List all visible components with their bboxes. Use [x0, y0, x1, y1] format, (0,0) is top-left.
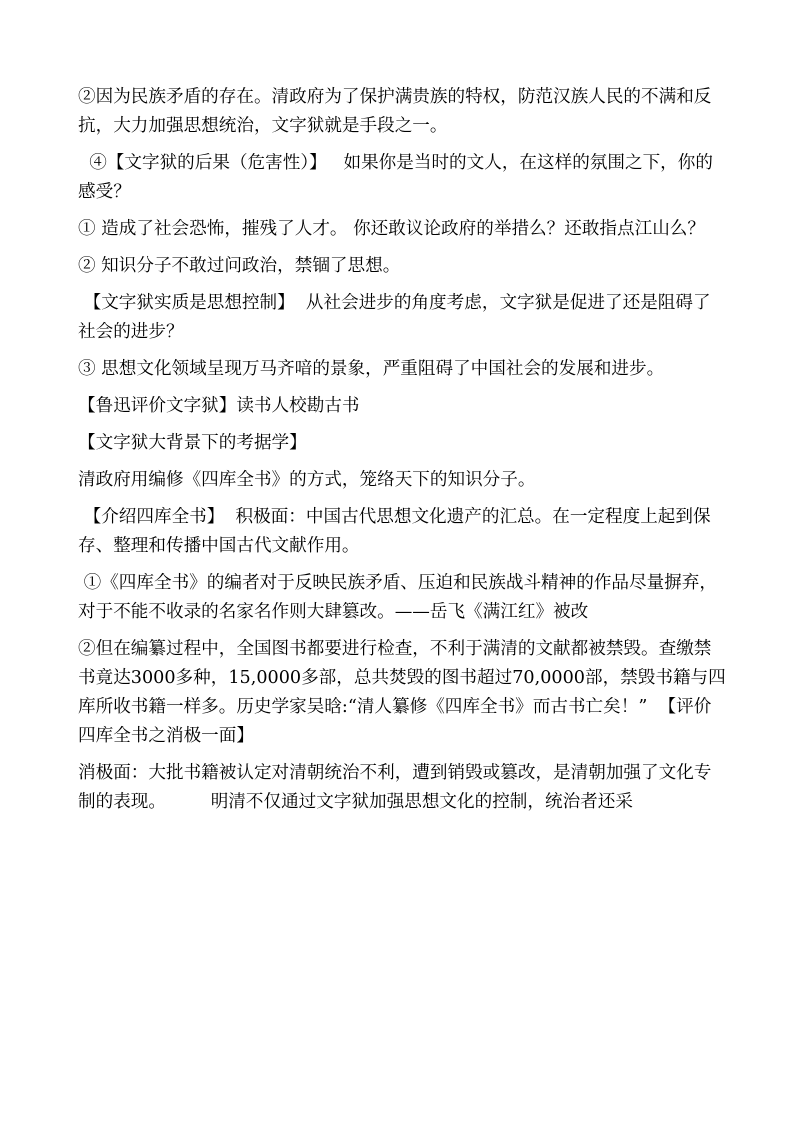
paragraph-2: ④【文字狱的后果（危害性）】 如果你是当时的文人，在这样的氛围之下，你的感受？ [78, 153, 713, 202]
paragraph-4: ② 知识分子不敢过问政治，禁锢了思想。 [78, 256, 401, 276]
paragraph-1: ②因为民族矛盾的存在。清政府为了保护满贵族的特权，防范汉族人民的不满和反抗，大力加强思想统治，文字狱就是手段之一。 [78, 87, 712, 136]
paragraph-5: 【文字狱实质是思想控制】 从社会进步的角度考虑，文字狱是促进了还是阻碍了社会的进步？ [78, 293, 711, 342]
paragraph-9: 清政府用编修《四库全书》的方式，笼络天下的知识分子。 [78, 470, 536, 490]
paragraph-11: ①《四库全书》的编者对于反映民族矛盾、压迫和民族战斗精神的作品尽量摒弃，对于不能不收录的名家名作则大肆篡改。——岳飞《满江红》被改 [78, 573, 717, 622]
paragraph-6: ③ 思想文化领域呈现万马齐喑的景象，严重阻碍了中国社会的发展和进步。 [78, 359, 665, 379]
paragraph-3: ① 造成了社会恐怖，摧残了人才。 你还敢议论政府的举措么？还敢指点江山么？ [78, 219, 705, 239]
paragraph-12: ②但在编纂过程中，全国图书都要进行检查，不利于满清的文献都被禁毁。查缴禁书竟达3000多种，15,0000多部，总共焚毁的图书超过70,0000部，禁毁书籍与四库所收书籍一样多。历史学家吴晗:“清人纂修《四库全书》而古书亡矣！” 【评价四库全书之消极一面】 [78, 639, 726, 746]
paragraph-7: 【鲁迅评价文字狱】读书人校勘古书 [78, 396, 360, 416]
document-body [78, 83, 728, 825]
paragraph-8: 【文字狱大背景下的考据学】 [78, 433, 307, 453]
paragraph-13: 消极面：大批书籍被认定对清朝统治不利，遭到销毁或篡改，是清朝加强了文化专制的表现。 明清不仅通过文字狱加强思想文化的控制，统治者还采 [78, 763, 712, 812]
paragraph-10: 【介绍四库全书】 积极面：中国古代思想文化遗产的汇总。在一定程度上起到保存、整理和传播中国古代文献作用。 [78, 507, 711, 556]
